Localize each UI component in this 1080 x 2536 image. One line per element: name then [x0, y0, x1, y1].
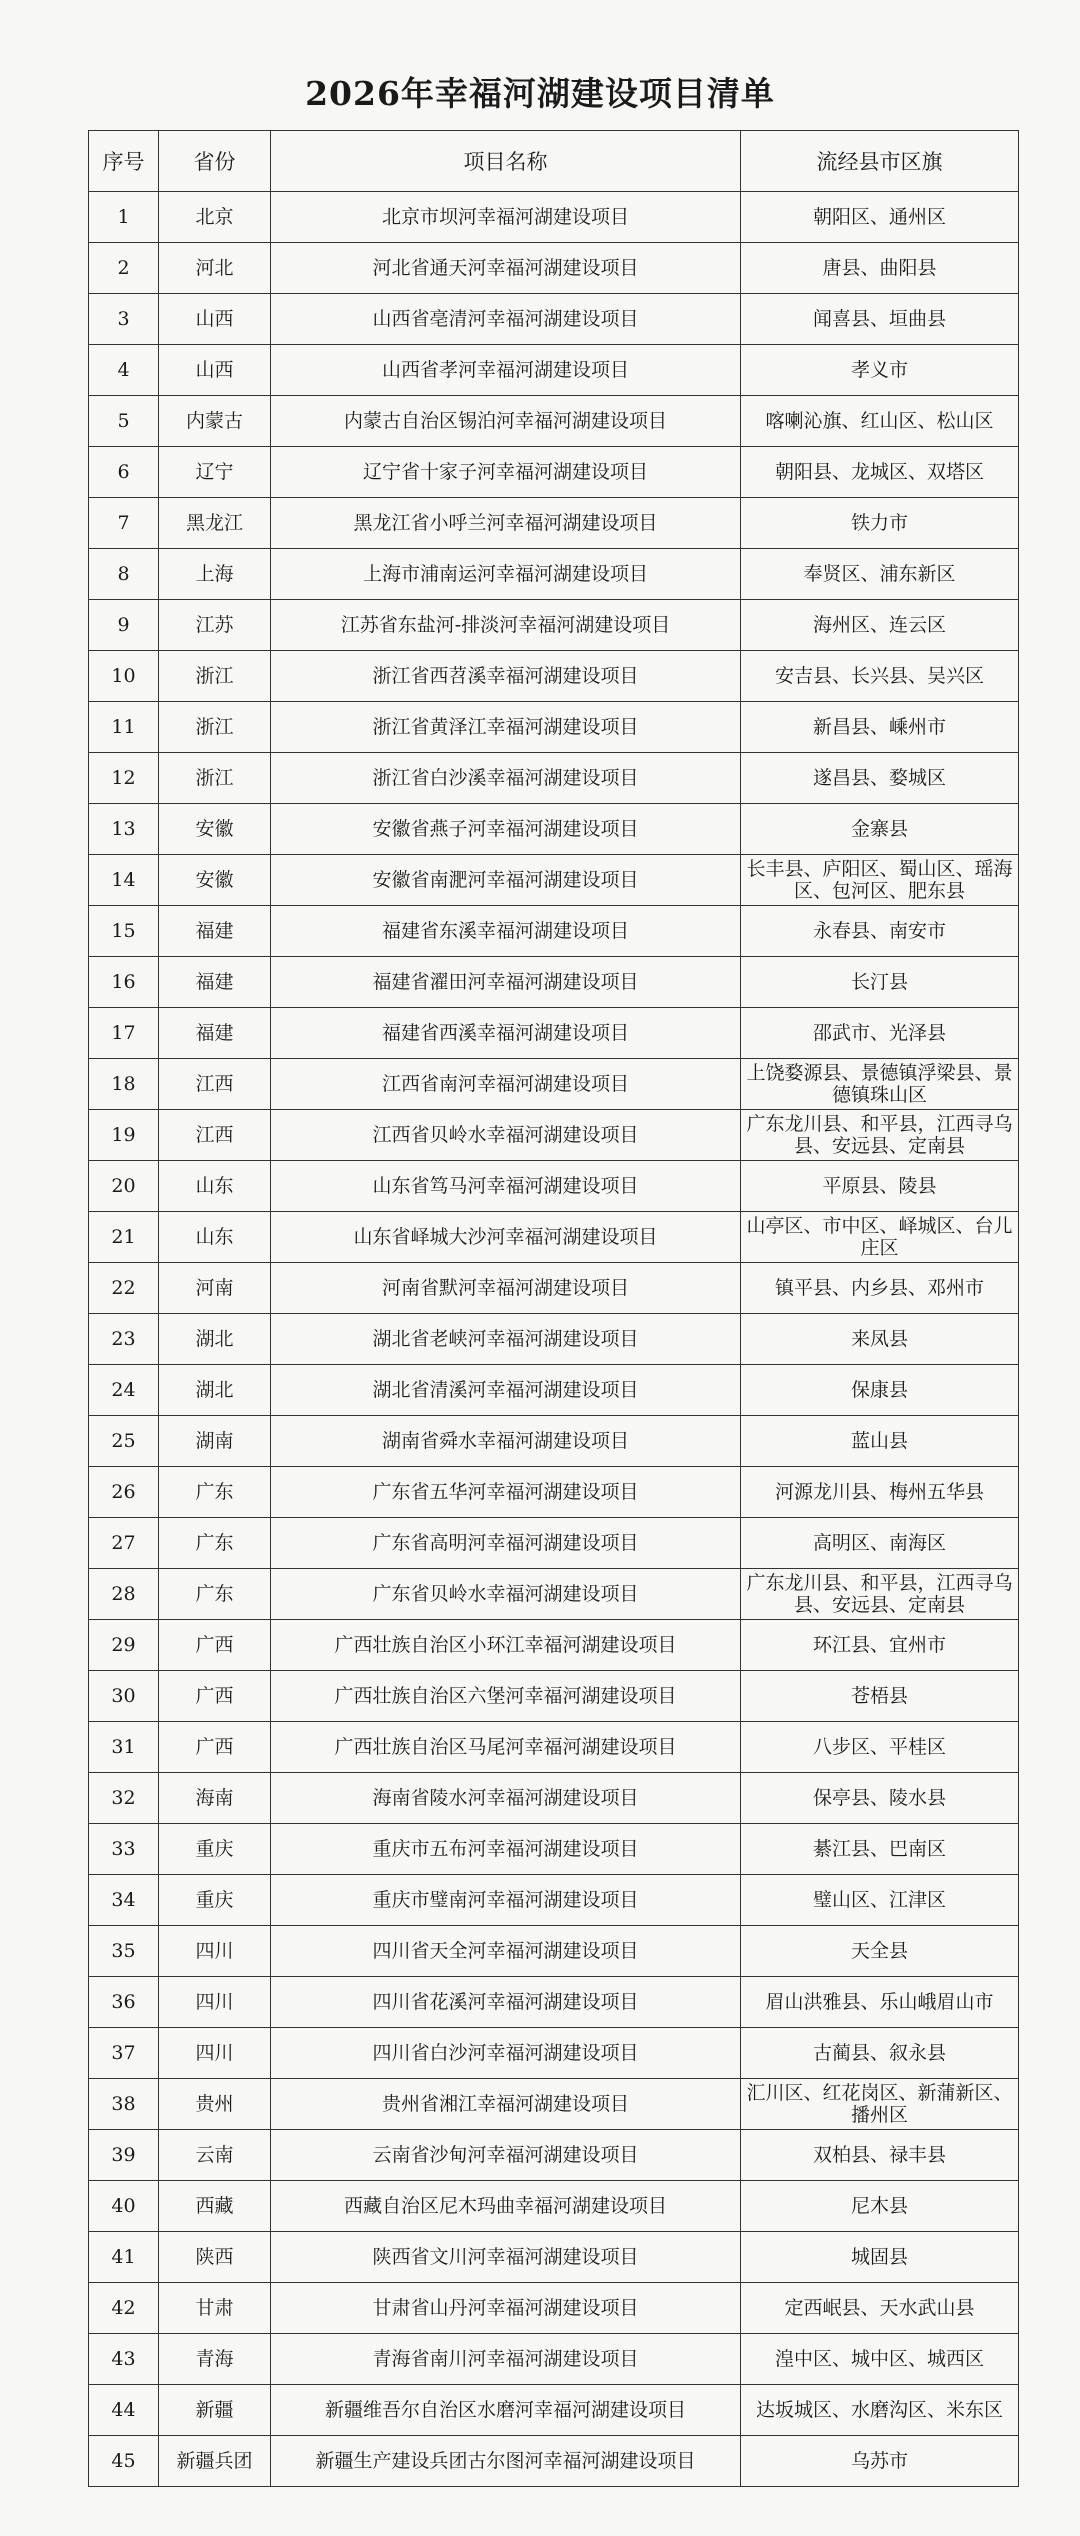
- cell-province: 重庆: [159, 1824, 271, 1875]
- table-row: [89, 855, 1019, 906]
- cell-province: 浙江: [159, 753, 271, 804]
- cell-no: 24: [89, 1365, 159, 1416]
- cell-area: 高明区、南海区: [741, 1518, 1019, 1569]
- cell-no: 1: [89, 192, 159, 243]
- table-row: [89, 498, 1019, 549]
- cell-area: 山亭区、市中区、峄城区、台儿庄区: [741, 1212, 1019, 1263]
- cell-project-name: 浙江省黄泽江幸福河湖建设项目: [271, 702, 741, 753]
- table-row: [89, 1875, 1019, 1926]
- cell-no: 17: [89, 1008, 159, 1059]
- cell-no: 41: [89, 2232, 159, 2283]
- table-row: [89, 1824, 1019, 1875]
- cell-no: 28: [89, 1569, 159, 1620]
- cell-project-name: 云南省沙甸河幸福河湖建设项目: [271, 2130, 741, 2181]
- cell-no: 18: [89, 1059, 159, 1110]
- cell-province: 四川: [159, 1977, 271, 2028]
- cell-province: 河北: [159, 243, 271, 294]
- cell-project-name: 海南省陵水河幸福河湖建设项目: [271, 1773, 741, 1824]
- cell-province: 安徽: [159, 855, 271, 906]
- table-row: [89, 1365, 1019, 1416]
- table-row: [89, 396, 1019, 447]
- cell-area: 广东龙川县、和平县，江西寻乌县、安远县、定南县: [741, 1110, 1019, 1161]
- header-province: 省份: [159, 131, 271, 192]
- cell-project-name: 河南省默河幸福河湖建设项目: [271, 1263, 741, 1314]
- cell-project-name: 山东省笃马河幸福河湖建设项目: [271, 1161, 741, 1212]
- cell-no: 40: [89, 2181, 159, 2232]
- table-row: [89, 600, 1019, 651]
- cell-project-name: 西藏自治区尼木玛曲幸福河湖建设项目: [271, 2181, 741, 2232]
- table-row: [89, 192, 1019, 243]
- cell-province: 青海: [159, 2334, 271, 2385]
- table-row: [89, 243, 1019, 294]
- header-project-name: 项目名称: [271, 131, 741, 192]
- cell-area: 眉山洪雅县、乐山峨眉山市: [741, 1977, 1019, 2028]
- cell-province: 四川: [159, 2028, 271, 2079]
- cell-project-name: 广东省高明河幸福河湖建设项目: [271, 1518, 741, 1569]
- cell-no: 26: [89, 1467, 159, 1518]
- table-row: [89, 1110, 1019, 1161]
- cell-area: 上饶婺源县、景德镇浮梁县、景德镇珠山区: [741, 1059, 1019, 1110]
- cell-project-name: 山西省亳清河幸福河湖建设项目: [271, 294, 741, 345]
- cell-area: 孝义市: [741, 345, 1019, 396]
- cell-area: 广东龙川县、和平县，江西寻乌县、安远县、定南县: [741, 1569, 1019, 1620]
- cell-no: 22: [89, 1263, 159, 1314]
- cell-project-name: 甘肃省山丹河幸福河湖建设项目: [271, 2283, 741, 2334]
- cell-no: 45: [89, 2436, 159, 2487]
- cell-area: 铁力市: [741, 498, 1019, 549]
- table-row: [89, 1569, 1019, 1620]
- cell-area: 河源龙川县、梅州五华县: [741, 1467, 1019, 1518]
- cell-project-name: 重庆市璧南河幸福河湖建设项目: [271, 1875, 741, 1926]
- cell-no: 3: [89, 294, 159, 345]
- cell-area: 邵武市、光泽县: [741, 1008, 1019, 1059]
- cell-no: 16: [89, 957, 159, 1008]
- cell-province: 山东: [159, 1161, 271, 1212]
- cell-no: 43: [89, 2334, 159, 2385]
- cell-province: 甘肃: [159, 2283, 271, 2334]
- cell-project-name: 广西壮族自治区小环江幸福河湖建设项目: [271, 1620, 741, 1671]
- cell-no: 13: [89, 804, 159, 855]
- cell-no: 9: [89, 600, 159, 651]
- cell-project-name: 浙江省西苕溪幸福河湖建设项目: [271, 651, 741, 702]
- cell-project-name: 湖北省清溪河幸福河湖建设项目: [271, 1365, 741, 1416]
- cell-area: 朝阳区、通州区: [741, 192, 1019, 243]
- table-row: [89, 1059, 1019, 1110]
- cell-province: 广西: [159, 1620, 271, 1671]
- table-row: [89, 294, 1019, 345]
- cell-area: 环江县、宜州市: [741, 1620, 1019, 1671]
- cell-province: 浙江: [159, 702, 271, 753]
- cell-province: 广东: [159, 1569, 271, 1620]
- cell-area: 苍梧县: [741, 1671, 1019, 1722]
- cell-project-name: 福建省西溪幸福河湖建设项目: [271, 1008, 741, 1059]
- cell-province: 广东: [159, 1518, 271, 1569]
- cell-province: 新疆: [159, 2385, 271, 2436]
- cell-no: 33: [89, 1824, 159, 1875]
- cell-area: 安吉县、长兴县、吴兴区: [741, 651, 1019, 702]
- cell-province: 辽宁: [159, 447, 271, 498]
- cell-project-name: 新疆生产建设兵团古尔图河幸福河湖建设项目: [271, 2436, 741, 2487]
- cell-area: 綦江县、巴南区: [741, 1824, 1019, 1875]
- cell-no: 44: [89, 2385, 159, 2436]
- table-row: [89, 1518, 1019, 1569]
- cell-no: 10: [89, 651, 159, 702]
- cell-area: 闻喜县、垣曲县: [741, 294, 1019, 345]
- table-row: [89, 753, 1019, 804]
- cell-no: 23: [89, 1314, 159, 1365]
- table-row: [89, 804, 1019, 855]
- cell-no: 4: [89, 345, 159, 396]
- cell-province: 湖北: [159, 1365, 271, 1416]
- cell-area: 古蔺县、叙永县: [741, 2028, 1019, 2079]
- cell-area: 乌苏市: [741, 2436, 1019, 2487]
- cell-province: 浙江: [159, 651, 271, 702]
- cell-no: 30: [89, 1671, 159, 1722]
- table-body: [89, 192, 1019, 2487]
- cell-project-name: 山西省孝河幸福河湖建设项目: [271, 345, 741, 396]
- table-row: [89, 549, 1019, 600]
- table-row: [89, 1467, 1019, 1518]
- cell-area: 定西岷县、天水武山县: [741, 2283, 1019, 2334]
- cell-project-name: 湖北省老峡河幸福河湖建设项目: [271, 1314, 741, 1365]
- cell-project-name: 江西省贝岭水幸福河湖建设项目: [271, 1110, 741, 1161]
- cell-no: 15: [89, 906, 159, 957]
- table-row: [89, 2385, 1019, 2436]
- cell-project-name: 四川省天全河幸福河湖建设项目: [271, 1926, 741, 1977]
- table-row: [89, 1620, 1019, 1671]
- cell-project-name: 安徽省燕子河幸福河湖建设项目: [271, 804, 741, 855]
- cell-province: 山西: [159, 294, 271, 345]
- cell-no: 34: [89, 1875, 159, 1926]
- cell-province: 北京: [159, 192, 271, 243]
- cell-no: 37: [89, 2028, 159, 2079]
- cell-no: 20: [89, 1161, 159, 1212]
- cell-no: 27: [89, 1518, 159, 1569]
- cell-province: 重庆: [159, 1875, 271, 1926]
- cell-area: 唐县、曲阳县: [741, 243, 1019, 294]
- cell-no: 8: [89, 549, 159, 600]
- header-no: 序号: [89, 131, 159, 192]
- cell-province: 河南: [159, 1263, 271, 1314]
- table-row: [89, 1977, 1019, 2028]
- cell-province: 福建: [159, 957, 271, 1008]
- project-table: [88, 130, 1019, 2487]
- cell-project-name: 江西省南河幸福河湖建设项目: [271, 1059, 741, 1110]
- cell-no: 19: [89, 1110, 159, 1161]
- cell-no: 11: [89, 702, 159, 753]
- cell-project-name: 广西壮族自治区六堡河幸福河湖建设项目: [271, 1671, 741, 1722]
- table-row: [89, 702, 1019, 753]
- cell-area: 永春县、南安市: [741, 906, 1019, 957]
- cell-no: 35: [89, 1926, 159, 1977]
- cell-province: 新疆兵团: [159, 2436, 271, 2487]
- cell-no: 7: [89, 498, 159, 549]
- table-row: [89, 1416, 1019, 1467]
- cell-project-name: 山东省峄城大沙河幸福河湖建设项目: [271, 1212, 741, 1263]
- cell-area: 金寨县: [741, 804, 1019, 855]
- cell-no: 29: [89, 1620, 159, 1671]
- cell-area: 长丰县、庐阳区、蜀山区、瑶海区、包河区、肥东县: [741, 855, 1019, 906]
- cell-province: 安徽: [159, 804, 271, 855]
- cell-province: 云南: [159, 2130, 271, 2181]
- cell-province: 内蒙古: [159, 396, 271, 447]
- cell-province: 黑龙江: [159, 498, 271, 549]
- table-row: [89, 1212, 1019, 1263]
- table-row: [89, 2130, 1019, 2181]
- cell-province: 江苏: [159, 600, 271, 651]
- cell-project-name: 四川省白沙河幸福河湖建设项目: [271, 2028, 741, 2079]
- table-row: [89, 957, 1019, 1008]
- cell-province: 四川: [159, 1926, 271, 1977]
- cell-province: 江西: [159, 1110, 271, 1161]
- table-row: [89, 2334, 1019, 2385]
- cell-province: 海南: [159, 1773, 271, 1824]
- cell-project-name: 安徽省南淝河幸福河湖建设项目: [271, 855, 741, 906]
- cell-project-name: 内蒙古自治区锡泊河幸福河湖建设项目: [271, 396, 741, 447]
- cell-area: 汇川区、红花岗区、新蒲新区、播州区: [741, 2079, 1019, 2130]
- cell-area: 新昌县、嵊州市: [741, 702, 1019, 753]
- table-row: [89, 345, 1019, 396]
- table-row: [89, 1671, 1019, 1722]
- cell-project-name: 广东省贝岭水幸福河湖建设项目: [271, 1569, 741, 1620]
- cell-no: 14: [89, 855, 159, 906]
- table-header-row: [89, 131, 1019, 192]
- cell-province: 福建: [159, 906, 271, 957]
- table-row: [89, 1161, 1019, 1212]
- cell-province: 湖南: [159, 1416, 271, 1467]
- cell-area: 长汀县: [741, 957, 1019, 1008]
- cell-area: 保亭县、陵水县: [741, 1773, 1019, 1824]
- cell-area: 达坂城区、水磨沟区、米东区: [741, 2385, 1019, 2436]
- table-row: [89, 2436, 1019, 2487]
- table-row: [89, 1722, 1019, 1773]
- cell-area: 蓝山县: [741, 1416, 1019, 1467]
- cell-project-name: 河北省通天河幸福河湖建设项目: [271, 243, 741, 294]
- table-row: [89, 1926, 1019, 1977]
- cell-project-name: 浙江省白沙溪幸福河湖建设项目: [271, 753, 741, 804]
- cell-project-name: 广东省五华河幸福河湖建设项目: [271, 1467, 741, 1518]
- table-row: [89, 2028, 1019, 2079]
- table-row: [89, 2232, 1019, 2283]
- cell-project-name: 四川省花溪河幸福河湖建设项目: [271, 1977, 741, 2028]
- cell-area: 朝阳县、龙城区、双塔区: [741, 447, 1019, 498]
- cell-no: 31: [89, 1722, 159, 1773]
- cell-no: 38: [89, 2079, 159, 2130]
- cell-no: 5: [89, 396, 159, 447]
- cell-project-name: 陕西省文川河幸福河湖建设项目: [271, 2232, 741, 2283]
- cell-project-name: 湖南省舜水幸福河湖建设项目: [271, 1416, 741, 1467]
- cell-area: 奉贤区、浦东新区: [741, 549, 1019, 600]
- cell-province: 陕西: [159, 2232, 271, 2283]
- cell-province: 广东: [159, 1467, 271, 1518]
- cell-province: 山东: [159, 1212, 271, 1263]
- page-title: 2026年幸福河湖建设项目清单: [305, 74, 775, 113]
- table-row: [89, 2181, 1019, 2232]
- cell-province: 江西: [159, 1059, 271, 1110]
- cell-area: 平原县、陵县: [741, 1161, 1019, 1212]
- cell-no: 39: [89, 2130, 159, 2181]
- cell-area: 湟中区、城中区、城西区: [741, 2334, 1019, 2385]
- cell-project-name: 上海市浦南运河幸福河湖建设项目: [271, 549, 741, 600]
- cell-area: 镇平县、内乡县、邓州市: [741, 1263, 1019, 1314]
- cell-area: 八步区、平桂区: [741, 1722, 1019, 1773]
- table-row: [89, 906, 1019, 957]
- cell-project-name: 黑龙江省小呼兰河幸福河湖建设项目: [271, 498, 741, 549]
- table-row: [89, 1008, 1019, 1059]
- cell-project-name: 重庆市五布河幸福河湖建设项目: [271, 1824, 741, 1875]
- table-row: [89, 1314, 1019, 1365]
- cell-area: 遂昌县、婺城区: [741, 753, 1019, 804]
- cell-area: 海州区、连云区: [741, 600, 1019, 651]
- table-row: [89, 1263, 1019, 1314]
- cell-area: 尼木县: [741, 2181, 1019, 2232]
- cell-province: 西藏: [159, 2181, 271, 2232]
- cell-no: 36: [89, 1977, 159, 2028]
- cell-area: 来凤县: [741, 1314, 1019, 1365]
- cell-province: 福建: [159, 1008, 271, 1059]
- table-row: [89, 2283, 1019, 2334]
- cell-area: 璧山区、江津区: [741, 1875, 1019, 1926]
- cell-no: 2: [89, 243, 159, 294]
- cell-province: 上海: [159, 549, 271, 600]
- cell-no: 12: [89, 753, 159, 804]
- cell-project-name: 福建省东溪幸福河湖建设项目: [271, 906, 741, 957]
- cell-province: 贵州: [159, 2079, 271, 2130]
- cell-province: 湖北: [159, 1314, 271, 1365]
- cell-project-name: 新疆维吾尔自治区水磨河幸福河湖建设项目: [271, 2385, 741, 2436]
- cell-project-name: 福建省濯田河幸福河湖建设项目: [271, 957, 741, 1008]
- cell-project-name: 青海省南川河幸福河湖建设项目: [271, 2334, 741, 2385]
- cell-project-name: 贵州省湘江幸福河湖建设项目: [271, 2079, 741, 2130]
- header-area: 流经县市区旗: [741, 131, 1019, 192]
- cell-area: 天全县: [741, 1926, 1019, 1977]
- cell-province: 广西: [159, 1722, 271, 1773]
- cell-area: 喀喇沁旗、红山区、松山区: [741, 396, 1019, 447]
- cell-project-name: 广西壮族自治区马尾河幸福河湖建设项目: [271, 1722, 741, 1773]
- cell-no: 21: [89, 1212, 159, 1263]
- table-row: [89, 2079, 1019, 2130]
- table-row: [89, 651, 1019, 702]
- table-row: [89, 447, 1019, 498]
- cell-area: 双柏县、禄丰县: [741, 2130, 1019, 2181]
- cell-no: 42: [89, 2283, 159, 2334]
- cell-province: 山西: [159, 345, 271, 396]
- cell-area: 城固县: [741, 2232, 1019, 2283]
- cell-project-name: 北京市坝河幸福河湖建设项目: [271, 192, 741, 243]
- cell-project-name: 辽宁省十家子河幸福河湖建设项目: [271, 447, 741, 498]
- cell-province: 广西: [159, 1671, 271, 1722]
- cell-project-name: 江苏省东盐河-排淡河幸福河湖建设项目: [271, 600, 741, 651]
- cell-no: 6: [89, 447, 159, 498]
- cell-no: 25: [89, 1416, 159, 1467]
- cell-no: 32: [89, 1773, 159, 1824]
- cell-area: 保康县: [741, 1365, 1019, 1416]
- table-row: [89, 1773, 1019, 1824]
